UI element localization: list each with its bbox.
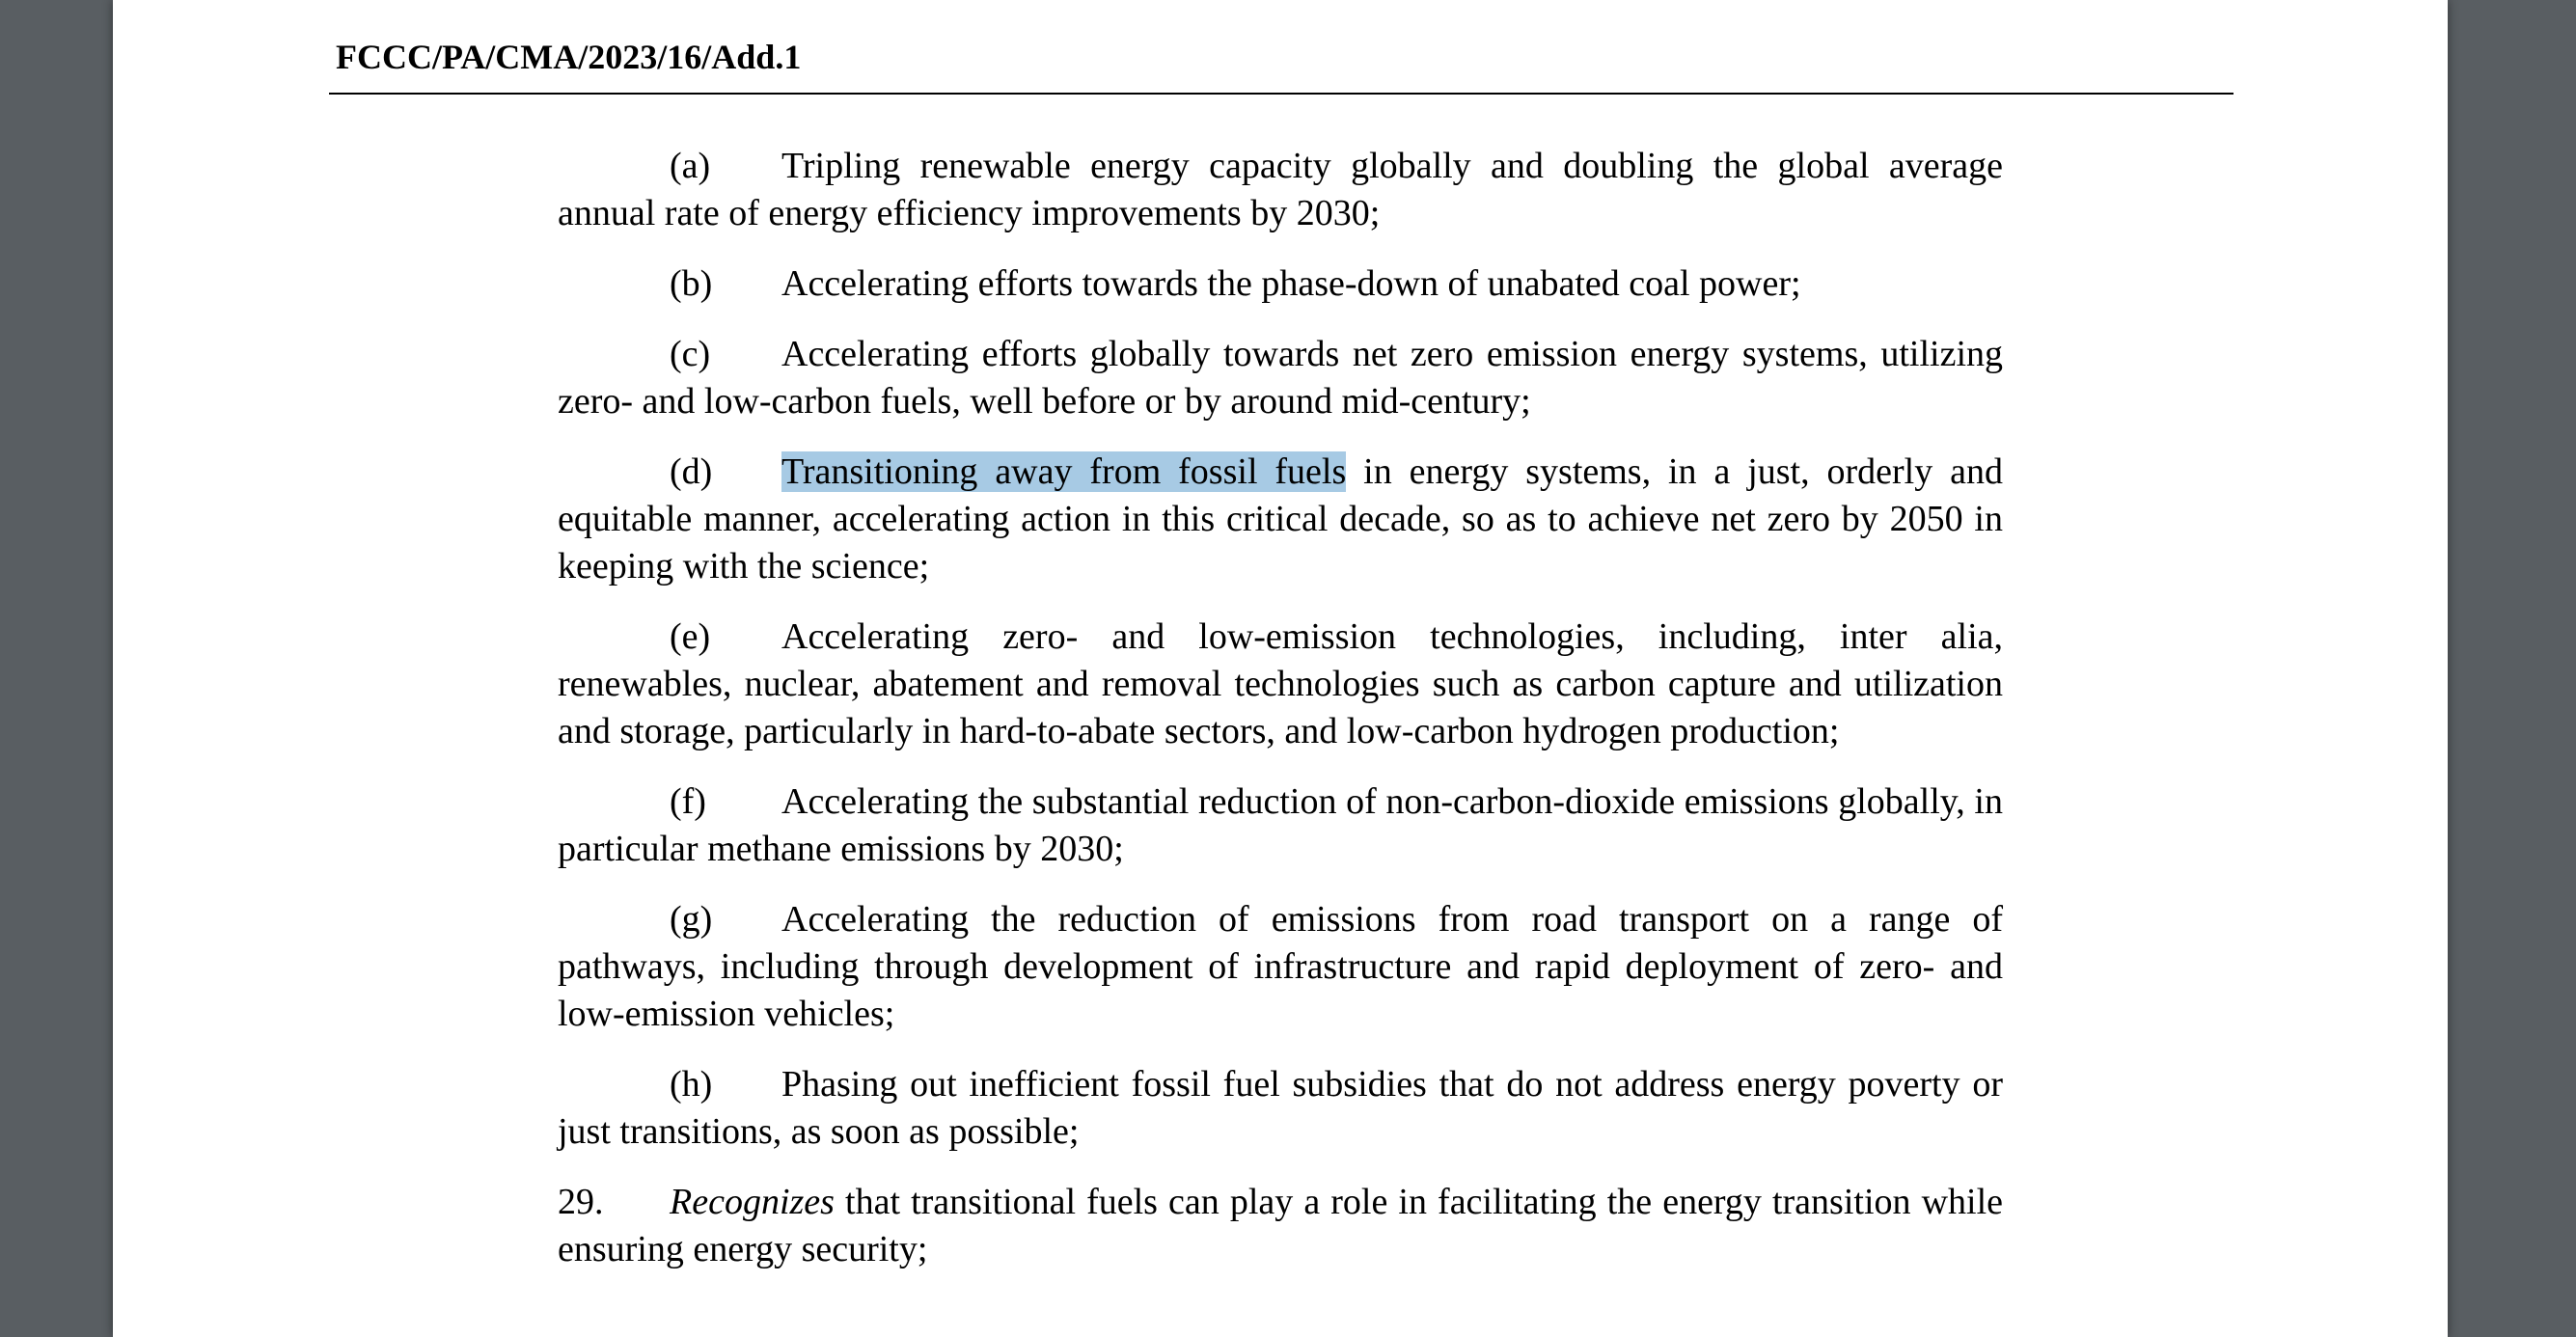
list-item-f[interactable] bbox=[558, 778, 2003, 873]
item-marker: (e) bbox=[670, 616, 711, 657]
header-rule bbox=[329, 93, 2233, 95]
item-text: in energy systems, in a just, orderly and equitable manner, accelerating action in this critical decade, so as to achieve net zero by 2050 in keeping with the science; bbox=[558, 451, 2004, 587]
item-text: Accelerating the substantial reduction of non-carbon-dioxide emissions globally, in particular methane emissions by 2030; bbox=[558, 781, 2003, 869]
list-item-d[interactable] bbox=[558, 449, 2003, 590]
item-text: Accelerating efforts towards the phase-down of unabated coal power; bbox=[781, 263, 1801, 304]
paragraph-text: that transitional fuels can play a role in facilitating the energy transition while ensuring energy security; bbox=[558, 1182, 2003, 1269]
selected-text[interactable]: Transitioning away from fossil fuels bbox=[781, 451, 1347, 492]
paragraph-verb: Recognizes bbox=[670, 1182, 835, 1222]
list-item-c[interactable] bbox=[558, 331, 2003, 425]
item-text: Accelerating the reduction of emissions from road transport on a range of pathways, including through development of infrastructure and rapid deployment of zero- and low-emission vehicles; bbox=[558, 899, 2003, 1034]
item-text: Tripling renewable energy capacity globally and doubling the global average annual rate of energy efficiency improvements by 2030; bbox=[558, 146, 2003, 233]
list-item-e[interactable] bbox=[558, 614, 2003, 755]
list-item-b[interactable] bbox=[558, 260, 2003, 308]
document-body[interactable] bbox=[558, 143, 2003, 1296]
item-marker: (g) bbox=[670, 899, 713, 940]
item-marker: (f) bbox=[670, 781, 706, 822]
list-item-a[interactable] bbox=[558, 143, 2003, 237]
list-item-h[interactable] bbox=[558, 1061, 2003, 1156]
item-marker: (h) bbox=[670, 1064, 713, 1105]
list-item-g[interactable] bbox=[558, 896, 2003, 1038]
document-page[interactable] bbox=[113, 0, 2448, 1337]
item-text: Accelerating efforts globally towards net zero emission energy systems, utilizing zero- and low-carbon fuels, well before or by around mid-century; bbox=[558, 334, 2003, 422]
document-symbol: FCCC/PA/CMA/2023/16/Add.1 bbox=[336, 38, 802, 76]
item-text: Accelerating zero- and low-emission technologies, including, inter alia, renewables, nuclear, abatement and removal technologies such as carbon capture and utilization and storage, particularly in hard-to-abate sectors, and low-carbon hydrogen production; bbox=[558, 616, 2003, 751]
item-text: Phasing out inefficient fossil fuel subsidies that do not address energy poverty or just transitions, as soon as possible; bbox=[558, 1064, 2003, 1152]
item-marker: (a) bbox=[670, 146, 711, 186]
item-marker: (b) bbox=[670, 263, 713, 304]
paragraph-29[interactable] bbox=[558, 1179, 2003, 1273]
item-marker: (d) bbox=[670, 451, 713, 492]
item-marker: (c) bbox=[670, 334, 711, 374]
paragraph-number: 29. bbox=[558, 1182, 604, 1222]
